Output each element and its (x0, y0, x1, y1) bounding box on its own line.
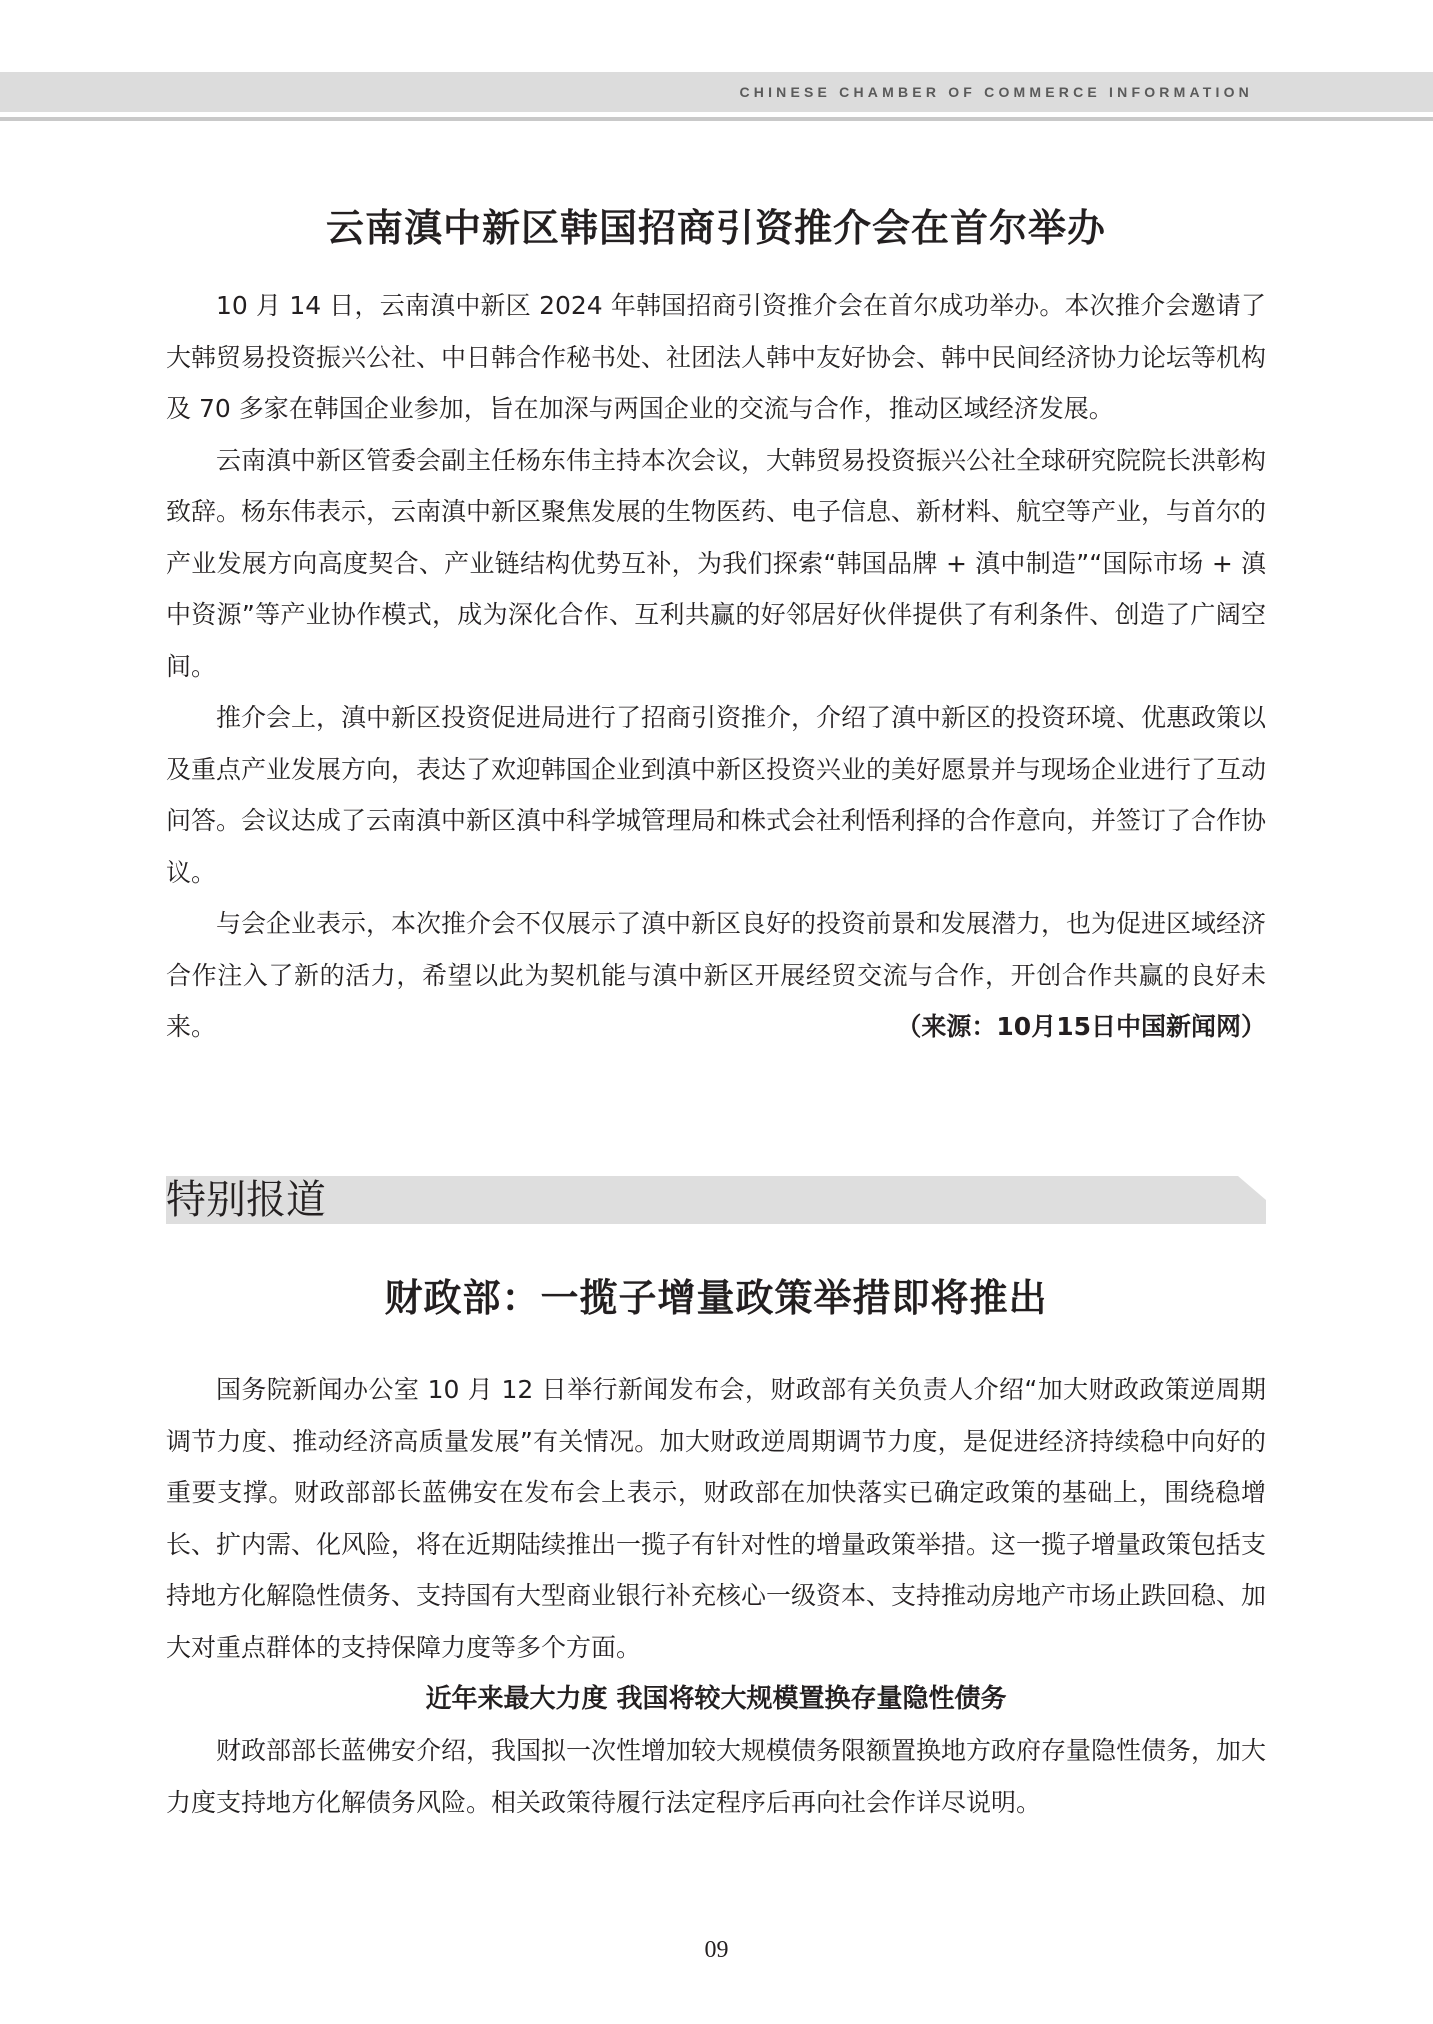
article-1-paragraph: 推介会上，滇中新区投资促进局进行了招商引资推介，介绍了滇中新区的投资环境、优惠政策以及重点产业发展方向，表达了欢迎韩国企业到滇中新区投资兴业的美好愿景并与现场企业进行了互动问答。会议达成了云南滇中新区滇中科学城管理局和株式会社利悟利择的合作意向，并签订了合作协议。 (166, 703, 1267, 887)
section-title: 特别报道 (166, 1177, 326, 1223)
publication-name: CHINESE CHAMBER OF COMMERCE INFORMATION (739, 84, 1253, 100)
article-2 (166, 1268, 1266, 1828)
article-2-subheading: 近年来最大力度 我国将较大规模置换存量隐性债务 (425, 1684, 1007, 1714)
article-2-paragraph: 财政部部长蓝佛安介绍，我国拟一次性增加较大规模债务限额置换地方政府存量隐性债务，加大力度支持地方化解债务风险。相关政策待履行法定程序后再向社会作详尽说明。 (166, 1736, 1267, 1817)
article-2-title: 财政部：一揽子增量政策举措即将推出 (384, 1276, 1048, 1320)
article-2-paragraph: 国务院新闻办公室 10 月 12 日举行新闻发布会，财政部有关负责人介绍“加大财政政策逆周期调节力度、推动经济高质量发展”有关情况。加大财政逆周期调节力度，是促进经济持续稳中向好的重要支撑。财政部部长蓝佛安在发布会上表示，财政部在加快落实已确定政策的基础上，围绕稳增长、扩内需、化风险，将在近期陆续推出一揽子有针对性的增量政策举措。这一揽子增量政策包括支持地方化解隐性债务、支持国有大型商业银行补充核心一级资本、支持推动房地产市场止跌回稳、加大对重点群体的支持保障力度等多个方面。 (166, 1375, 1267, 1662)
section-bar-shape (166, 1176, 1266, 1224)
article-1-title: 云南滇中新区韩国招商引资推介会在首尔举办 (325, 206, 1106, 250)
article-1 (166, 200, 1266, 1053)
article-1-source: （来源：10月15日中国新闻网） (896, 1012, 1266, 1041)
page-number: 09 (704, 1937, 729, 1963)
header-rule (0, 117, 1433, 121)
section-header-bar (166, 1176, 1266, 1224)
article-1-paragraph: 云南滇中新区管委会副主任杨东伟主持本次会议，大韩贸易投资振兴公社全球研究院院长洪彰构致辞。杨东伟表示，云南滇中新区聚焦发展的生物医药、电子信息、新材料、航空等产业，与首尔的产业发展方向高度契合、产业链结构优势互补，为我们探索“韩国品牌 + 滇中制造”“国际市场 + 滇中资源”等产业协作模式，成为深化合作、互利共赢的好邻居好伙伴提供了有利条件、创造了广阔空间。 (166, 445, 1267, 681)
article-1-paragraph: 与会企业表示，本次推介会不仅展示了滇中新区良好的投资前景和发展潜力，也为促进区域经济合作注入了新的活力，希望以此为契机能与滇中新区开展经贸交流与合作，开创合作共赢的良好未来。 (166, 909, 1267, 1041)
article-1-paragraph: 10 月 14 日，云南滇中新区 2024 年韩国招商引资推介会在首尔成功举办。本次推介会邀请了大韩贸易投资振兴公社、中日韩合作秘书处、社团法人韩中友好协会、韩中民间经济协力论坛等机构及 70 多家在韩国企业参加，旨在加深与两国企业的交流与合作，推动区域经济发展。 (166, 291, 1267, 423)
